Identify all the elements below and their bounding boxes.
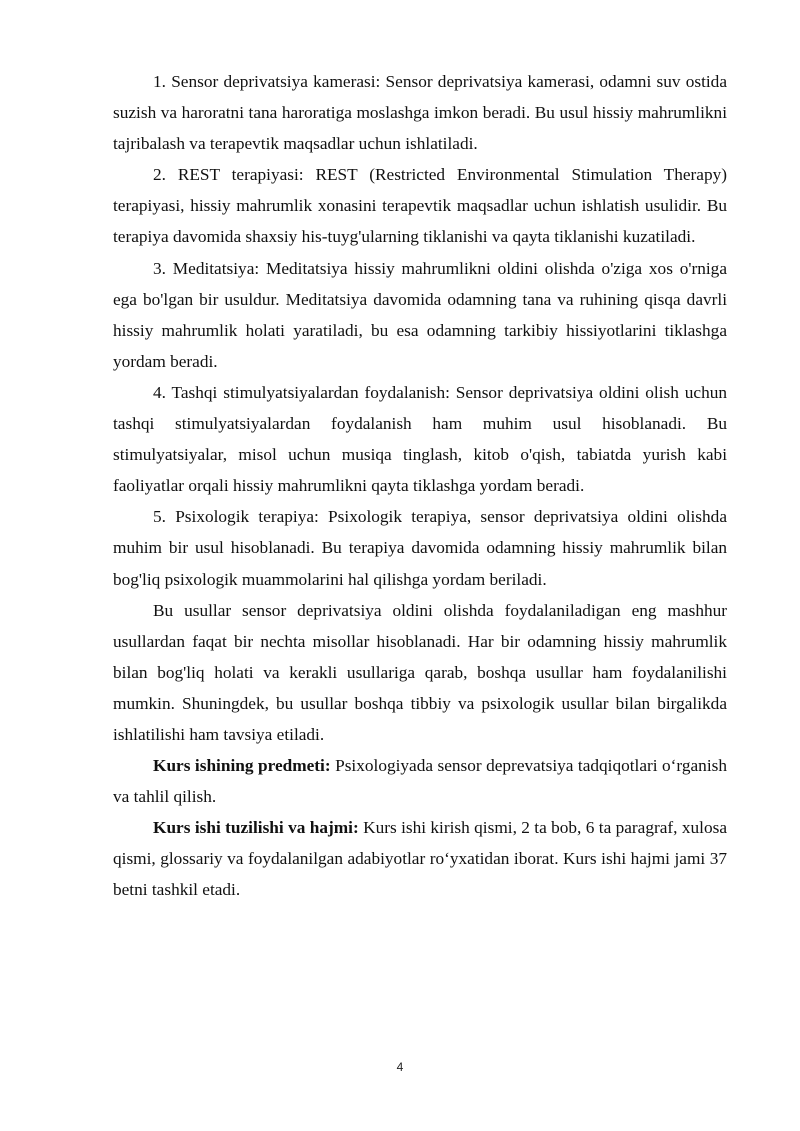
document-page [113, 66, 727, 906]
paragraph-course-subject [113, 750, 727, 812]
course-structure-label: Kurs ishi tuzilishi va hajmi: [153, 818, 359, 838]
paragraph-external-stimulation: 4. Tashqi stimulyatsiyalardan foydalanish: Sensor deprivatsiya oldini olish uchun tashqi stimulyatsiyalardan foydalanish ham muhim usul hisoblanadi. Bu stimulyatsiyalar, misol uchun musiqa tinglash, kitob o'qish, tabiatda yurish kabi faoliyatlar orqali hissiy mahrumlikni qayta tiklashga yordam beradi. [113, 382, 727, 496]
paragraph-course-structure [113, 812, 727, 905]
paragraph-meditation: 3. Meditatsiya: Meditatsiya hissiy mahrumlikni oldini olishda o'ziga xos o'rniga ega bo'lgan bir usuldur. Meditatsiya davomida odamning tana va ruhining qisqa davrli hissiy mahrumlik holati yaratiladi, bu esa odamning tarkibiy hissiyotlarini tiklashga yordam beradi. [113, 258, 727, 371]
course-subject-text: Psixologiyada sensor deprevatsiya tadqiqotlari o‘rganish va tahlil qilish. [113, 756, 727, 807]
page-number: 4 [396, 1060, 404, 1074]
course-subject-label: Kurs ishining predmeti: [153, 756, 331, 776]
paragraph-rest-therapy: 2. REST terapiyasi: REST (Restricted Environmental Stimulation Therapy) terapiyasi, hissiy mahrumlik xonasini terapevtik maqsadlar uchun ishlatish usulidir. Bu terapiya davomida shaxsiy his-tuyg'ularning tiklanishi va qayta tiklanishi kuzatiladi. [113, 165, 727, 247]
paragraph-summary: Bu usullar sensor deprivatsiya oldini olishda foydalaniladigan eng mashhur usullardan faqat bir nechta misollar hisoblanadi. Har bir odamning hissiy mahrumlik bilan bog'liq holati va kerakli usullariga qarab, boshqa usullar ham foydalanilishi mumkin. Shuningdek, bu usullar boshqa tibbiy va psixologik usullar bilan birgalikda ishlatilishi ham tavsiya etiladi. [113, 600, 727, 744]
paragraph-sensor-deprivation-chamber: 1. Sensor deprivatsiya kamerasi: Sensor deprivatsiya kamerasi, odamni suv ostida suzish va haroratni tana haroratiga moslashga imkon beradi. Bu usul hissiy mahrumlikni tajribalash va terapevtik maqsadlar uchun ishlatiladi. [113, 72, 727, 154]
paragraph-psychological-therapy: 5. Psixologik terapiya: Psixologik terapiya, sensor deprivatsiya oldini olishda muhim bir usul hisoblanadi. Bu terapiya davomida odamning hissiy mahrumlik bilan bog'liq psixologik muammolarini hal qilishga yordam beriladi. [113, 507, 727, 589]
course-structure-text: Kurs ishi kirish qismi, 2 ta bob, 6 ta paragraf, xulosa qismi, glossariy va foydalanilgan adabiyotlar ro‘yxatidan iborat. Kurs ishi hajmi jami 37 betni tashkil etadi. [113, 818, 727, 900]
